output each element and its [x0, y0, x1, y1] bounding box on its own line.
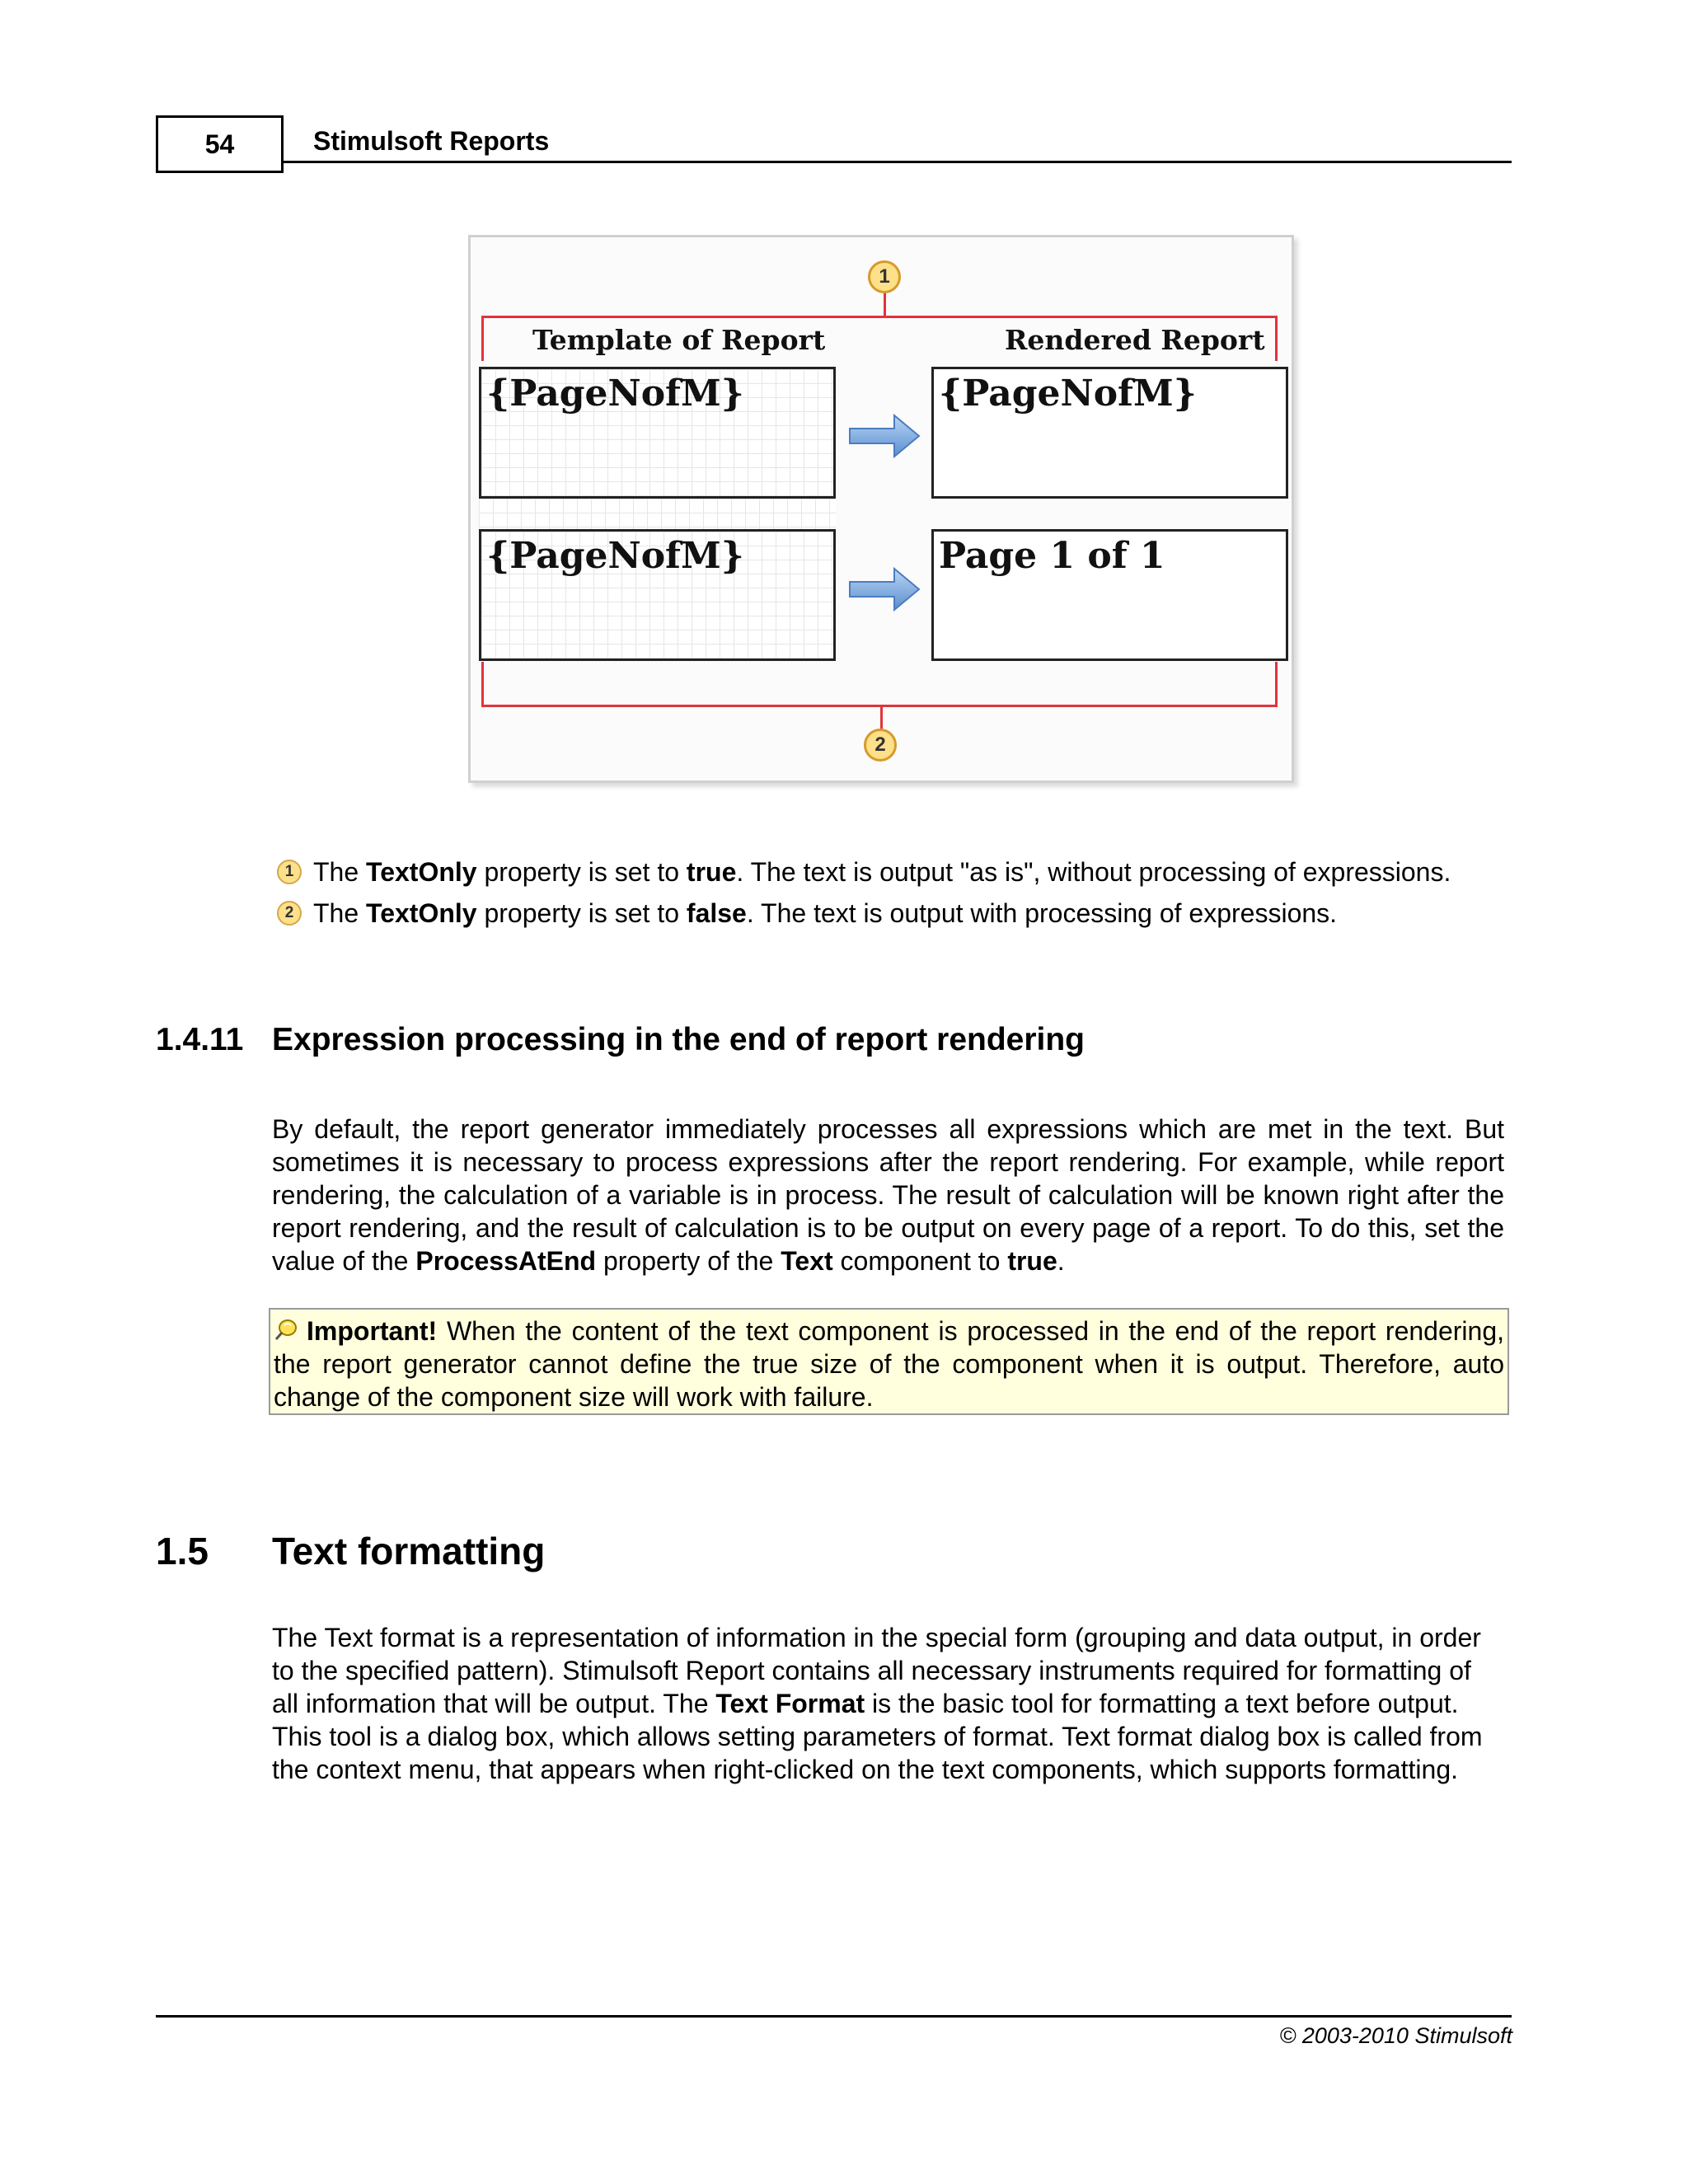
note-text: When the content of the text component is processed in the end of the report rendering,	[437, 1316, 1504, 1346]
bottom-bracket-stem	[880, 705, 883, 729]
arrow-right-icon	[848, 565, 922, 613]
top-bracket-right	[1275, 316, 1278, 361]
bold-run: Text	[781, 1246, 833, 1276]
text-run: .	[1057, 1246, 1065, 1276]
template-grid-strip	[479, 499, 836, 529]
page-number: 54	[156, 115, 284, 173]
badge-1-icon: 1	[277, 860, 302, 884]
paragraph-line: to the specified pattern). Stimulsoft Report contains all necessary instruments required for formatting of	[272, 1656, 1471, 1685]
template-top-text: {PageNofM}	[486, 373, 744, 415]
rendered-panel-bottom	[931, 529, 1288, 661]
rendered-top-text: {PageNofM}	[939, 373, 1197, 415]
section-number: 1.5	[156, 1530, 209, 1572]
top-bracket-left	[481, 316, 484, 361]
report-figure	[468, 235, 1294, 783]
legend-bold: TextOnly	[366, 898, 477, 928]
paragraph-line: the context menu, that appears when right-clicked on the text components, which supports formatting.	[272, 1755, 1458, 1784]
top-bracket-bar	[481, 316, 1278, 318]
legend-text: . The text is output "as is", without processing of expressions.	[736, 857, 1451, 887]
paragraph-line: By default, the report generator immediately processes all expressions which are met in the text. But	[272, 1114, 1504, 1144]
paragraph-line: report rendering, and the result of calculation is to be output on every page of a report. To do this, set the	[272, 1213, 1504, 1243]
footer-copyright: © 2003-2010 Stimulsoft	[1279, 2023, 1512, 2048]
template-label: Template of Report	[532, 324, 826, 356]
rendered-label: Rendered Report	[1005, 324, 1265, 356]
note-label: Important!	[307, 1316, 438, 1346]
callout-badge-2: 2	[864, 729, 897, 762]
paragraph-line: rendering, the calculation of a variable is in process. The result of calculation will be known right after the	[272, 1180, 1504, 1210]
section-paragraph	[272, 1621, 1504, 1786]
text-run: property of the	[596, 1246, 781, 1276]
bold-run: true	[1007, 1246, 1057, 1276]
section-title: Text formatting	[272, 1530, 546, 1572]
rendered-bottom-text: Page 1 of 1	[939, 535, 1165, 577]
bold-run: ProcessAtEnd	[415, 1246, 597, 1276]
note-line	[274, 1315, 1504, 1347]
bold-run: Text Format	[715, 1689, 865, 1718]
bottom-bracket-bar	[481, 705, 1278, 707]
text-run: value of the	[272, 1246, 416, 1276]
footer-rule	[156, 2015, 1512, 2018]
note-line: the report generator cannot define the true size of the component when it is output. Therefore, auto	[274, 1349, 1504, 1379]
section-number: 1.4.11	[156, 1022, 244, 1057]
bottom-bracket-right	[1275, 662, 1278, 707]
callout-badge-1: 1	[868, 260, 901, 293]
template-panel-bottom	[479, 529, 836, 661]
paragraph-line	[272, 1244, 1504, 1277]
legend-item-1	[277, 857, 1451, 888]
lightbulb-icon	[274, 1319, 298, 1342]
legend-text: The	[313, 898, 367, 928]
legend-item-2	[277, 898, 1337, 929]
paragraph-line: sometimes it is necessary to process expressions after the report rendering. For example, while report	[272, 1147, 1504, 1177]
legend-text: property is set to	[476, 898, 687, 928]
paragraph-line: The Text format is a representation of information in the special form (grouping and data output, in order	[272, 1623, 1481, 1652]
template-panel-top	[479, 367, 836, 499]
header-rule	[284, 161, 1512, 163]
text-run: all information that will be output. The	[272, 1689, 716, 1718]
template-bottom-text: {PageNofM}	[486, 535, 744, 577]
legend-text: property is set to	[476, 857, 687, 887]
legend-bold: TextOnly	[366, 857, 477, 887]
arrow-right-icon	[848, 412, 922, 460]
paragraph-line	[272, 1687, 1504, 1720]
paragraph-line: This tool is a dialog box, which allows setting parameters of format. Text format dialog box is called from	[272, 1722, 1483, 1751]
text-run: is the basic tool for formatting a text before output.	[865, 1689, 1459, 1718]
legend-bold: false	[686, 898, 747, 928]
bottom-bracket-left	[481, 662, 484, 707]
text-run: component to	[832, 1246, 1008, 1276]
section-title: Expression processing in the end of report rendering	[272, 1022, 1085, 1057]
legend-text: The	[313, 857, 367, 887]
legend-bold: true	[686, 857, 737, 887]
badge-2-icon: 2	[277, 901, 302, 926]
important-note	[269, 1308, 1509, 1415]
note-line: change of the component size will work with failure.	[274, 1382, 874, 1412]
legend-text: . The text is output with processing of expressions.	[746, 898, 1338, 928]
running-header-title: Stimulsoft Reports	[313, 126, 550, 156]
rendered-panel-top	[931, 367, 1288, 499]
section-paragraph	[272, 1113, 1504, 1277]
